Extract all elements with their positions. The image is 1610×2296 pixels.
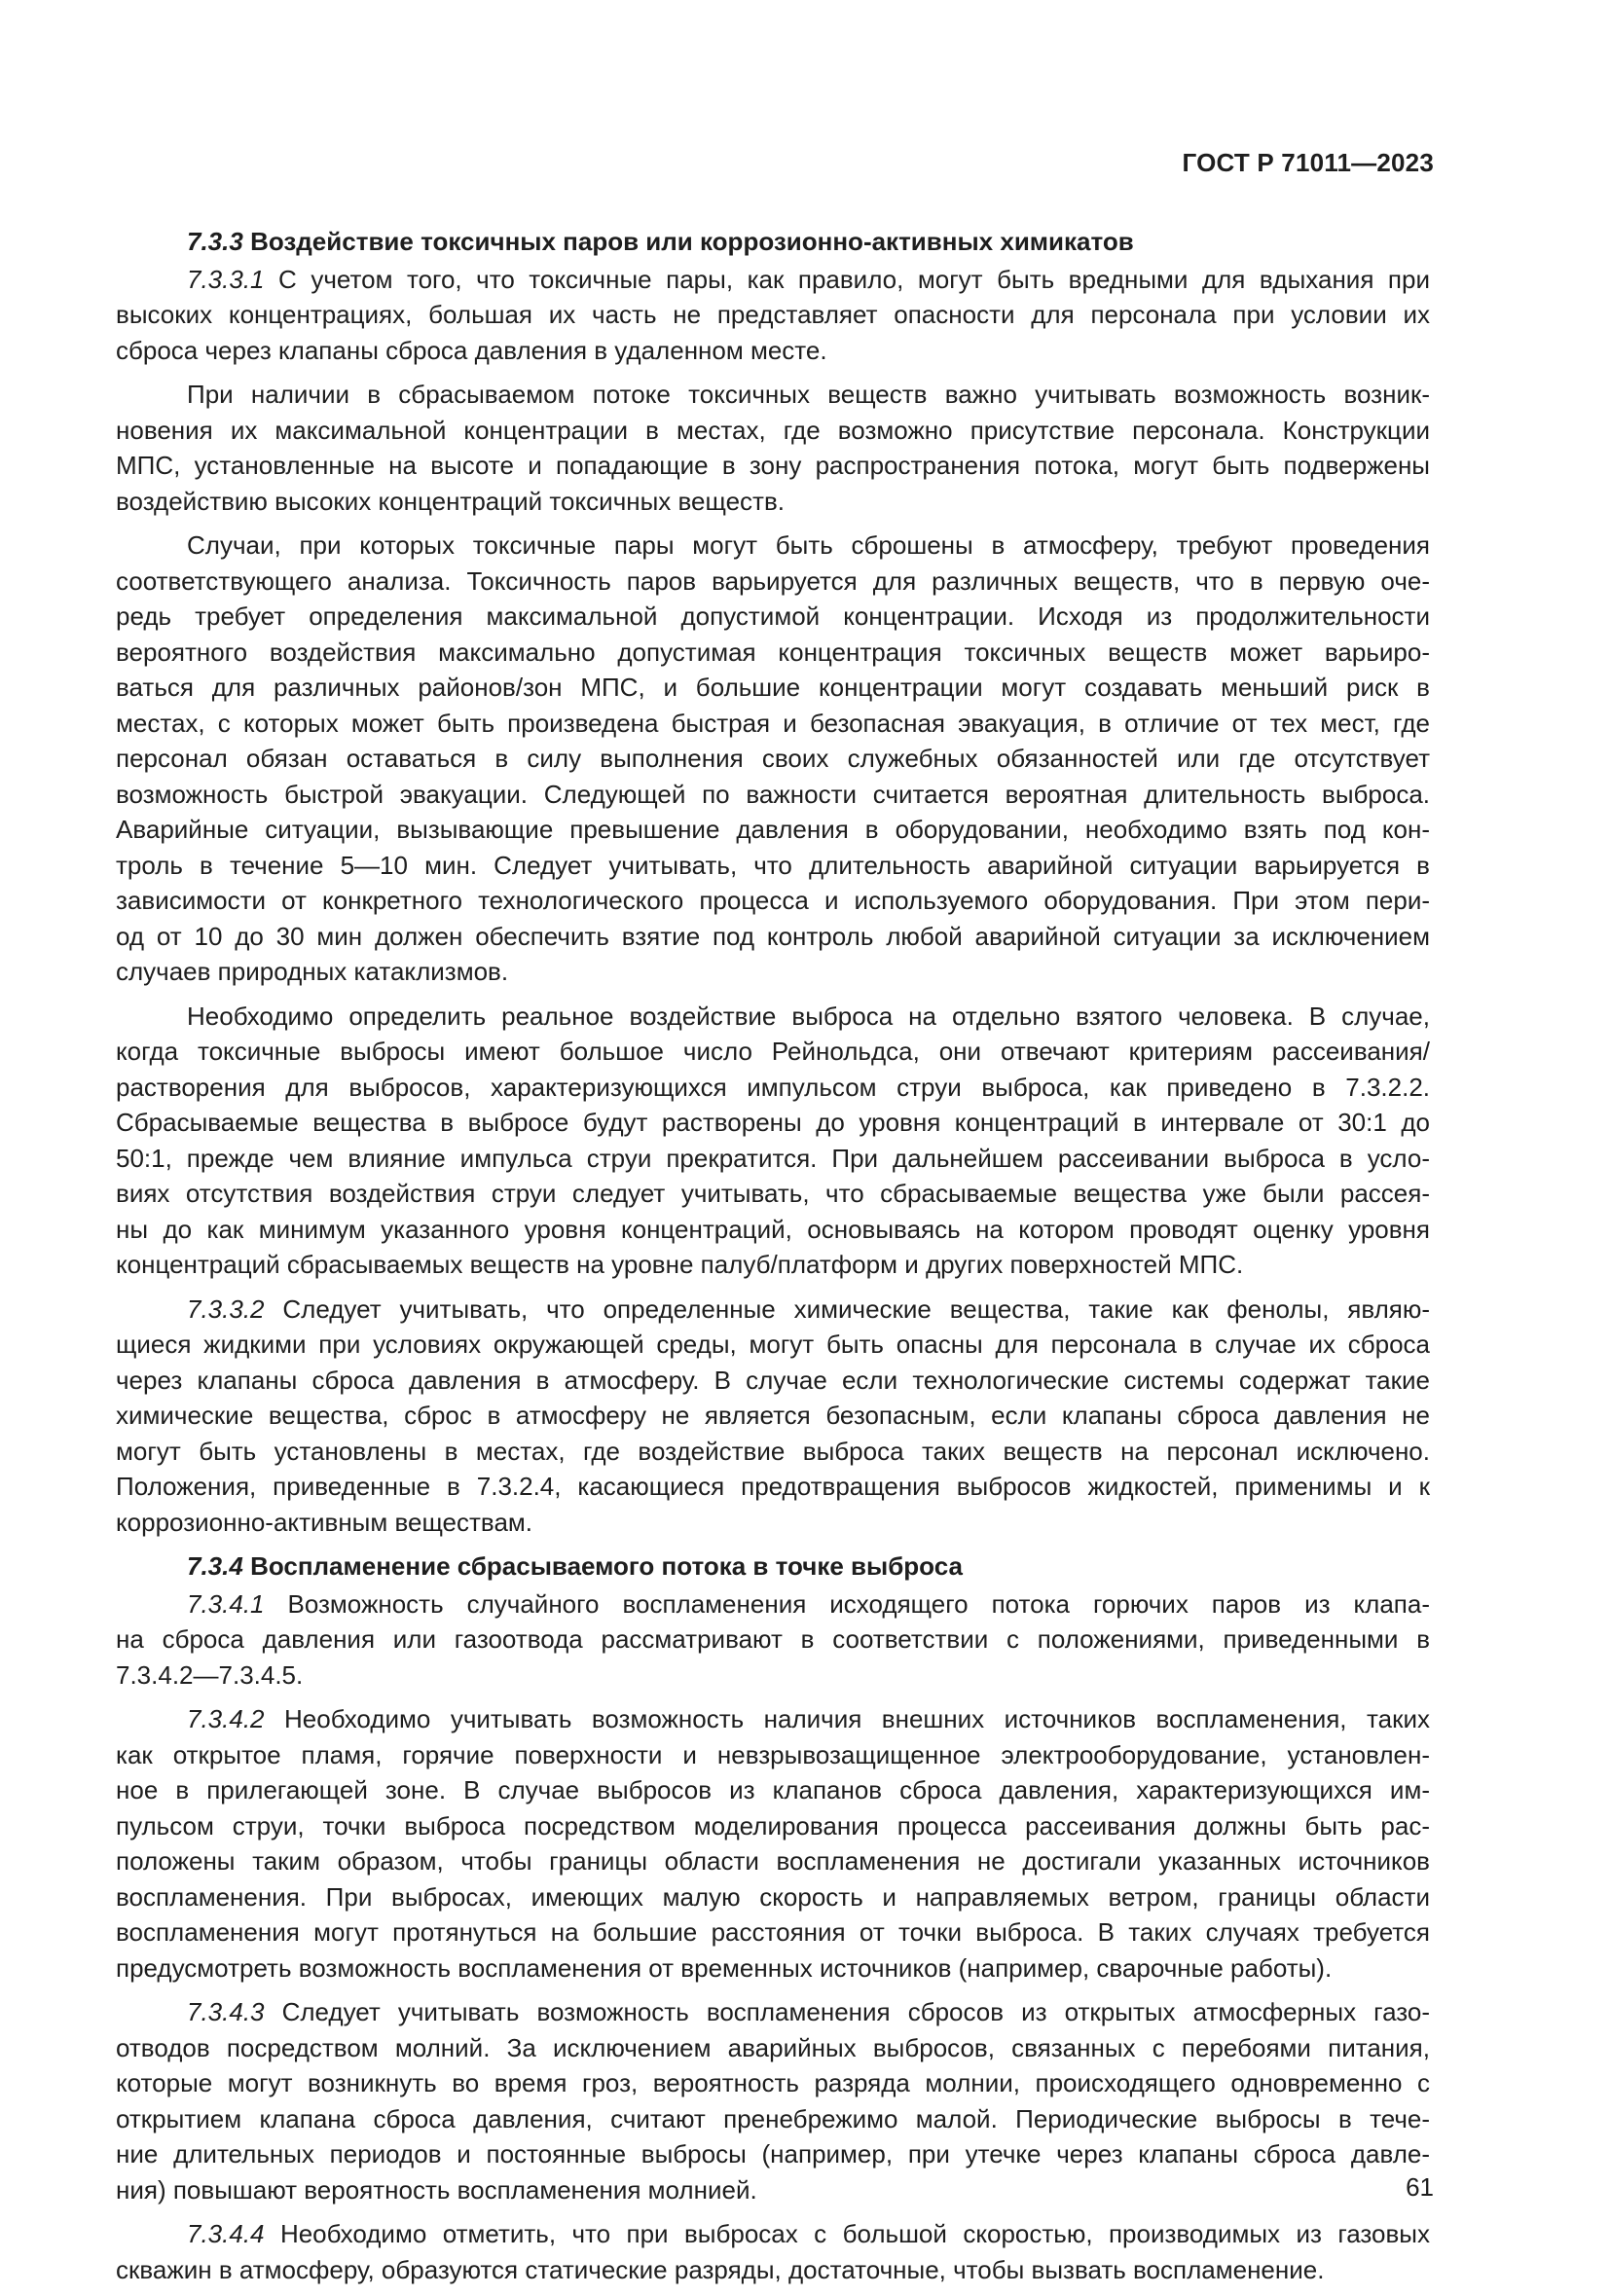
text-line [116, 2136, 1430, 2172]
line-text: соответствующего анализа. Токсичность паров варьируется для различных веществ, что в первую оче- [116, 565, 1430, 596]
clause-number: 7.3.3.1 [187, 264, 265, 294]
clause-number: 7.3.4.1 [187, 1588, 265, 1619]
text-line [116, 564, 1430, 600]
text-line [116, 2101, 1430, 2137]
line-text: воспламенения. При выбросах, имеющих малую скорость и направляемых ветром, границы области [116, 1881, 1430, 1912]
text-line [116, 1292, 1430, 1328]
text-line [116, 2252, 1430, 2288]
line-text: химические вещества, сброс в атмосферу не является безопасным, если клапаны сброса давления не [116, 1401, 1430, 1430]
text-line [116, 1843, 1430, 1879]
line-text: воспламенения могут протянуться на большие расстояния от точки выброса. В таких случаях требуется [116, 1917, 1430, 1947]
text-line [116, 377, 1430, 413]
line-text: ния) повышают вероятность воспламенения молнией. [116, 2174, 757, 2205]
text-line [116, 2065, 1430, 2101]
text-line [116, 448, 1430, 484]
text-line [116, 1469, 1430, 1505]
text-line [116, 1658, 1430, 1694]
line-text: высоких концентрациях, большая их часть не представляет опасности для персонала при условии их [116, 300, 1430, 329]
text-line [116, 2172, 1430, 2208]
line-text: С учетом того, что токсичные пары, как правило, могут быть вредными для вдыхания при [278, 264, 1430, 294]
paragraph [116, 1586, 1430, 1694]
line-text: Необходимо отметить, что при выбросах с большой скоростью, производимых из газовых [279, 2219, 1430, 2248]
line-text: Следует учитывать, что определенные химические вещества, такие как фенолы, являю- [282, 1294, 1430, 1324]
text-line [116, 1034, 1430, 1070]
text-line [116, 954, 1430, 990]
text-line [116, 919, 1430, 955]
text-line [116, 1701, 1430, 1737]
text-line [116, 706, 1430, 742]
line-text: Случаи, при которых токсичные пары могут быть сброшены в атмосферу, требуют проведения [187, 530, 1430, 560]
text-line [116, 883, 1430, 919]
text-line [116, 599, 1430, 635]
text-line [116, 1105, 1430, 1141]
line-text: ваться для различных районов/зон МПС, и большие концентрации могут создавать меньший риск в [116, 673, 1430, 702]
line-text: Необходимо учитывать возможность наличия внешних источников воспламенения, таких [284, 1704, 1430, 1733]
text-line [116, 1176, 1430, 1212]
paragraph [116, 262, 1430, 369]
line-text: новения их максимальной концентрации в местах, где возможно присутствие персонала. Конструкции [116, 415, 1430, 445]
text-line [116, 1879, 1430, 1915]
line-text: виях отсутствия воздействия струи следует учитывать, что сбрасываемые вещества уже были рассея- [116, 1179, 1430, 1208]
text-line [116, 1505, 1430, 1541]
line-text: 50:1, прежде чем влияние импульса струи прекратится. При дальнейшем рассеивании выброса в усло- [116, 1143, 1430, 1173]
line-text: Воздействие токсичных паров или коррозионно-активных химикатов [250, 227, 1134, 256]
line-text: щиеся жидкими при условиях окружающей среды, могут быть опасны для персонала в случае их сброса [116, 1330, 1430, 1359]
clause-number: 7.3.4.4 [187, 2219, 265, 2248]
line-text: При наличии в сбрасываемом потоке токсичных веществ важно учитывать возможность возник- [187, 380, 1430, 409]
paragraph [116, 1701, 1430, 1986]
line-text: сброса через клапаны сброса давления в удаленном месте. [116, 335, 827, 365]
clause-number: 7.3.4 [187, 1551, 243, 1581]
line-text: ние длительных периодов и постоянные выбросы (например, при утечке через клапаны сброса давле- [116, 2139, 1430, 2168]
line-text: случаев природных катаклизмов. [116, 957, 509, 986]
text-line [116, 1398, 1430, 1434]
line-text: ное в прилегающей зоне. В случае выбросов из клапанов сброса давления, характеризующихся им- [116, 1775, 1430, 1804]
text-line [116, 484, 1430, 520]
line-text: Положения, приведенные в 7.3.2.4, касающиеся предотвращения выбросов жидкостей, применимы и к [116, 1472, 1430, 1501]
text-line [116, 528, 1430, 564]
line-text: местах, с которых может быть произведена быстрая и безопасная эвакуация, в отличие от тех мест, где [116, 708, 1430, 738]
text-line [116, 1141, 1430, 1177]
line-text: Сбрасываемые вещества в выбросе будут растворены до уровня концентраций в интервале от 30:1 до [116, 1108, 1430, 1137]
line-text: 7.3.4.2—7.3.4.5. [116, 1659, 304, 1690]
line-text: воздействию высоких концентраций токсичных веществ. [116, 486, 785, 516]
line-text: Возможность случайного воспламенения исходящего потока горючих паров из клапа- [287, 1588, 1430, 1619]
paragraph [116, 999, 1430, 1283]
text-line [116, 262, 1430, 298]
line-text: могут быть установлены в местах, где воздействие выброса таких веществ на персонал исключено. [116, 1436, 1430, 1466]
paragraph [116, 1292, 1430, 1541]
line-text: как открытое пламя, горячие поверхности и невзрывозащищенное электрооборудование, установлен- [116, 1739, 1430, 1769]
clause-number: 7.3.3 [187, 227, 243, 256]
text-line [116, 1737, 1430, 1773]
line-text: троль в течение 5—10 мин. Следует учитывать, что длительность аварийной ситуации варьируется в [116, 850, 1430, 880]
text-line [116, 1247, 1430, 1283]
line-text: предусмотреть возможность воспламенения от временных источников (например, сварочные работы). [116, 1952, 1333, 1983]
text-line [116, 1914, 1430, 1950]
text-line [116, 224, 1430, 260]
text-line [116, 777, 1430, 813]
text-line [116, 635, 1430, 671]
clause-number: 7.3.4.2 [187, 1704, 265, 1733]
text-line [116, 1586, 1430, 1622]
paragraph [116, 1994, 1430, 2207]
text-line [116, 1327, 1430, 1363]
line-text: ны до как минимум указанного уровня концентраций, основываясь на котором проводят оценку уровня [116, 1214, 1430, 1244]
line-text: когда токсичные выбросы имеют большое число Рейнольдса, они отвечают критериям рассеивания/ [116, 1037, 1430, 1066]
paragraph [116, 2216, 1430, 2287]
text-line [116, 1994, 1430, 2030]
page-number: 61 [1406, 2172, 1434, 2202]
line-text: Воспламенение сбрасываемого потока в точке выброса [250, 1551, 963, 1581]
text-line [116, 999, 1430, 1035]
line-text: од от 10 до 30 мин должен обеспечить взятие под контроль любой аварийной ситуации за исключением [116, 921, 1430, 951]
text-line [116, 1772, 1430, 1808]
section-heading [116, 1549, 1430, 1585]
line-text: растворения для выбросов, характеризующихся импульсом струи выброса, как приведено в 7.3.2.2. [116, 1072, 1430, 1102]
text-line [116, 1622, 1430, 1658]
text-line [116, 1808, 1430, 1844]
line-text: персонал обязан оставаться в силу выполнения своих служебных обязанностей или где отсутствует [116, 744, 1430, 773]
text-line [116, 1212, 1430, 1248]
line-text: МПС, установленные на высоте и попадающие в зону распространения потока, могут быть подвержены [116, 451, 1430, 480]
line-text: редь требует определения максимальной допустимой концентрации. Исходя из продолжительности [116, 601, 1430, 631]
paragraph [116, 377, 1430, 519]
line-text: коррозионно-активным веществам. [116, 1507, 532, 1537]
text-line [116, 2030, 1430, 2066]
line-text: через клапаны сброса давления в атмосферу. В случае если технологические системы содержат такие [116, 1365, 1430, 1395]
document-body [116, 224, 1430, 2296]
line-text: вероятного воздействия максимально допустимая концентрация токсичных веществ может варьиро- [116, 637, 1430, 667]
paragraph [116, 528, 1430, 990]
line-text: Необходимо определить реальное воздействие выброса на отдельно взятого человека. В случае, [187, 1001, 1430, 1031]
clause-number: 7.3.4.3 [187, 1997, 265, 2026]
line-text: концентраций сбрасываемых веществ на уровне палуб/платформ и других поверхностей МПС. [116, 1250, 1244, 1279]
text-line [116, 812, 1430, 848]
line-text: Следует учитывать возможность воспламенения сбросов из открытых атмосферных газо- [281, 1997, 1430, 2026]
standard-designation: ГОСТ Р 71011—2023 [1182, 148, 1434, 177]
line-text: на сброса давления или газоотвода рассматривают в соответствии с положениями, приведенными в [116, 1624, 1430, 1654]
line-text: возможность быстрой эвакуации. Следующей по важности считается вероятная длительность выброса. [116, 779, 1430, 809]
text-line [116, 333, 1430, 369]
text-line [116, 1434, 1430, 1470]
text-line [116, 1070, 1430, 1106]
text-line [116, 1363, 1430, 1399]
text-line [116, 670, 1430, 706]
text-line [116, 2216, 1430, 2252]
line-text: зависимости от конкретного технологического процесса и используемого оборудования. При этом пери- [116, 886, 1430, 915]
clause-number: 7.3.3.2 [187, 1294, 265, 1324]
line-text: Аварийные ситуации, вызывающие превышение давления в оборудовании, необходимо взять под кон- [116, 815, 1430, 844]
line-text: которые могут возникнуть во время гроз, вероятность разряда молнии, происходящего одновременно с [116, 2068, 1430, 2097]
text-line [116, 297, 1430, 333]
text-line [116, 741, 1430, 777]
text-line [116, 1950, 1430, 1986]
text-line [116, 848, 1430, 884]
text-line [116, 1549, 1430, 1585]
text-line [116, 413, 1430, 449]
line-text: пульсом струи, точки выброса посредством моделирования процесса рассеивания должны быть рас- [116, 1810, 1430, 1840]
line-text: отводов посредством молний. За исключением аварийных выбросов, связанных с перебоями питания, [116, 2032, 1430, 2062]
section-heading [116, 224, 1430, 260]
line-text: положены таким образом, чтобы границы области воспламенения не достигали указанных источников [116, 1846, 1430, 1876]
line-text: открытием клапана сброса давления, считают пренебрежимо малой. Периодические выбросы в тече- [116, 2103, 1430, 2133]
line-text: скважин в атмосферу, образуются статические разряды, достаточные, чтобы вызвать воспламенение. [116, 2254, 1325, 2284]
